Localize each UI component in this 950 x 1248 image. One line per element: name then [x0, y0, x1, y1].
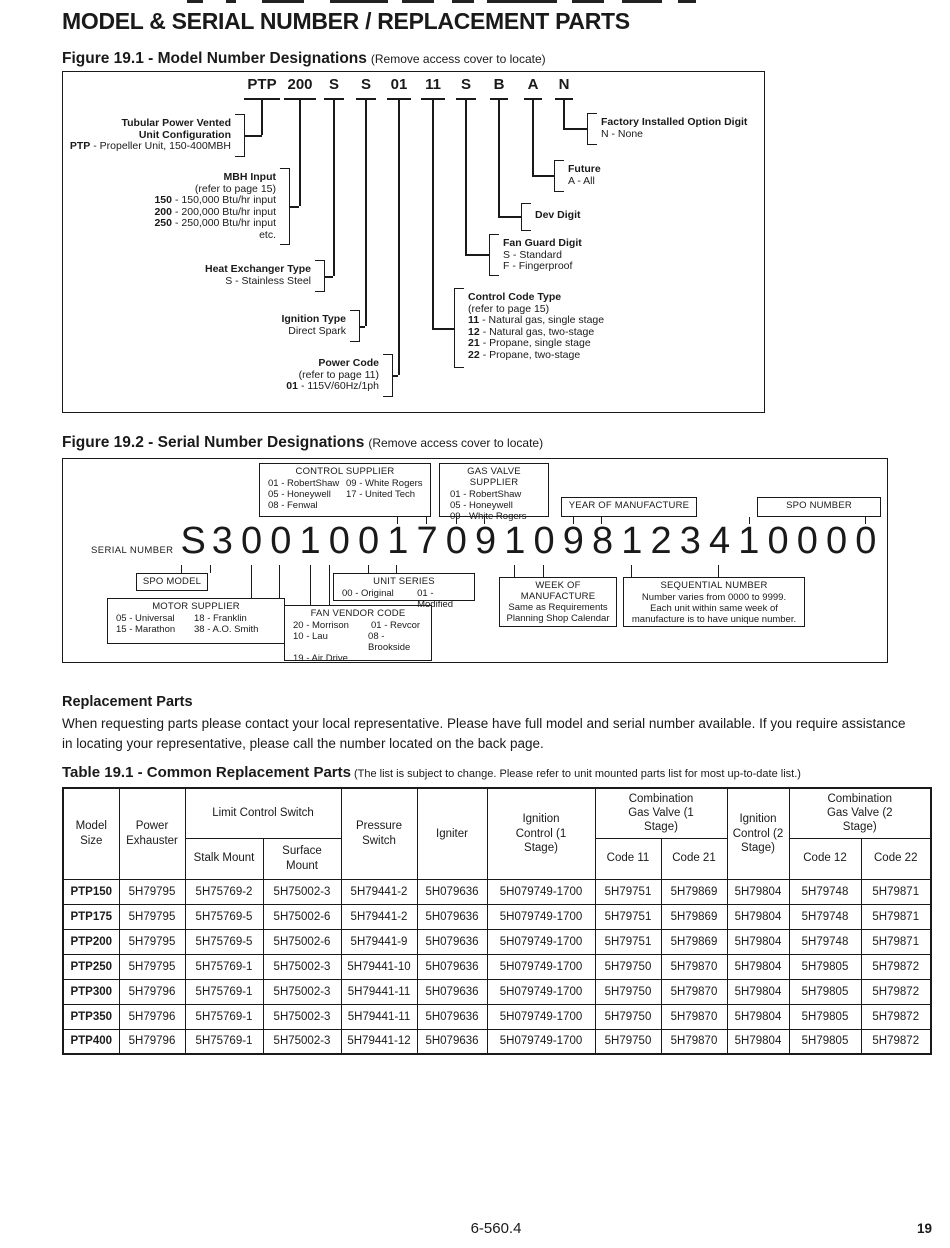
label-ignition-type: Ignition Type Direct Spark	[281, 313, 346, 337]
connector-line	[532, 100, 534, 176]
fig1-heading-text: Figure 19.1 - Model Number Designations	[62, 50, 367, 67]
connector-line	[514, 565, 544, 577]
connector-line	[397, 517, 427, 524]
col-header-code-11: Code 11	[595, 838, 661, 879]
bracket	[235, 114, 245, 157]
col-header-ignition-control-2: Ignition Control (2 Stage)	[727, 788, 789, 879]
table-row: PTP400 5H79796 5H75769-1 5H75002-3 5H79441-12 5H079636 5H079749-1700 5H79750 5H79870 5H79804 5H79805 5H79872	[63, 1029, 931, 1054]
bracket	[489, 234, 499, 276]
scan-artifact	[226, 0, 236, 3]
col-header-ignition-control-1: Ignition Control (1 Stage)	[487, 788, 595, 879]
label-power-code: Power Code (refer to page 11) 01 - 115V/60Hz/1ph	[286, 357, 379, 393]
table-row: PTP250 5H79795 5H75769-1 5H75002-3 5H79441-10 5H079636 5H079749-1700 5H79750 5H79870 5H79804 5H79805 5H79872	[63, 954, 931, 979]
replacement-parts-paragraph: When requesting parts please contact your local representative. Please have full model and serial number available. If you require assistance in locating your representative, please call the number located on the back page.	[62, 716, 906, 752]
connector-line	[290, 206, 299, 208]
footer-document-number: 6-560.4	[470, 1220, 522, 1237]
col-header-surface-mount: Surface Mount	[263, 838, 341, 879]
table-heading	[62, 764, 801, 781]
connector-line	[498, 216, 521, 218]
control-supplier-box: CONTROL SUPPLIER 01 - RobertShaw 09 - White Rogers 05 - Honeywell 17 - United Tech 08 - Fenwal	[259, 463, 431, 517]
bracket	[454, 288, 464, 368]
fig2-heading-text: Figure 19.2 - Serial Number Designations	[62, 434, 365, 451]
label-fan-guard-digit: Fan Guard Digit S - Standard F - Fingerproof	[503, 237, 582, 273]
label-tubular-power-vented: Tubular Power Vented Unit Configuration PTP - Propeller Unit, 150-400MBH	[69, 117, 231, 153]
bracket	[350, 310, 360, 342]
fig1-model-number-diagram	[62, 71, 765, 413]
col-header-combo-gas-valve-1: Combination Gas Valve (1 Stage)	[595, 788, 727, 838]
model-code-segment: 200	[287, 76, 313, 93]
table-row: PTP150 5H79795 5H75769-2 5H75002-3 5H79441-2 5H079636 5H079749-1700 5H79751 5H79869 5H79804 5H79748 5H79871	[63, 879, 931, 904]
connector-line	[532, 175, 554, 177]
connector-line	[456, 517, 485, 524]
bracket	[521, 203, 531, 231]
fig1-subheading: (Remove access cover to locate)	[370, 52, 546, 66]
label-factory-installed-option: Factory Installed Option Digit N - None	[601, 116, 748, 140]
connector-line	[325, 276, 333, 278]
table-heading-text: Table 19.1 - Common Replacement Parts	[62, 764, 351, 781]
connector-line	[365, 100, 367, 326]
col-header-code-22: Code 22	[861, 838, 931, 879]
model-code-segment: S	[328, 76, 340, 93]
col-header-limit-control-switch: Limit Control Switch	[185, 788, 341, 838]
label-heat-exchanger-type: Heat Exchanger Type S - Stainless Steel	[204, 263, 311, 287]
model-code-segment: S	[460, 76, 472, 93]
connector-line	[432, 100, 434, 329]
bracket	[554, 160, 564, 192]
fig2-subheading: (Remove access cover to locate)	[368, 436, 544, 450]
model-code-segment: 11	[425, 76, 441, 93]
col-header-model-size: Model Size	[63, 788, 119, 879]
col-header-combo-gas-valve-2: Combination Gas Valve (2 Stage)	[789, 788, 931, 838]
fig2-serial-number-diagram	[62, 458, 888, 663]
gas-valve-supplier-box: GAS VALVE SUPPLIER 01 - RobertShaw 05 - Honeywell 09 - White Rogers	[439, 463, 549, 517]
connector-line	[631, 565, 719, 577]
col-header-igniter: Igniter	[417, 788, 487, 879]
connector-line	[398, 100, 400, 375]
connector-line	[432, 328, 454, 330]
footer-page-number: 19	[916, 1221, 932, 1236]
table-row: PTP175 5H79795 5H75769-5 5H75002-6 5H79441-2 5H079636 5H079749-1700 5H79751 5H79869 5H79804 5H79748 5H79871	[63, 904, 931, 929]
scan-artifact	[187, 0, 203, 3]
page-title: MODEL & SERIAL NUMBER / REPLACEMENT PARTS	[62, 8, 630, 34]
connector-line	[465, 100, 467, 255]
table-row: PTP300 5H79796 5H75769-1 5H75002-3 5H79441-11 5H079636 5H079749-1700 5H79750 5H79870 5H79804 5H79805 5H79872	[63, 979, 931, 1004]
connector-line	[251, 565, 280, 598]
scan-artifact	[402, 0, 434, 3]
connector-line	[393, 375, 398, 377]
unit-series-box: UNIT SERIES 00 - Original 01 - Modified	[333, 573, 475, 601]
fig2-heading	[62, 434, 543, 452]
scan-artifact	[330, 0, 388, 3]
connector-line	[368, 565, 397, 573]
bracket	[383, 354, 393, 397]
bracket	[587, 113, 597, 145]
col-header-stalk-mount: Stalk Mount	[185, 838, 263, 879]
week-of-manufacture-box: WEEK OF MANUFACTURE Same as Requirements Planning Shop Calendar	[499, 577, 617, 627]
model-code-segment: S	[360, 76, 372, 93]
connector-line	[563, 100, 565, 129]
connector-line	[310, 565, 330, 605]
serial-number-value: S 3 0 0 1 0 0 1 7 0 9 1 0 9 8 1 2 3 4 1 0 0 0 0	[180, 520, 876, 562]
serial-number-label: SERIAL NUMBER	[91, 545, 174, 556]
scan-artifact	[452, 0, 474, 3]
model-code-segment: 01	[390, 76, 408, 93]
spo-number-box: SPO NUMBER	[757, 497, 881, 517]
connector-line	[563, 128, 587, 130]
connector-line	[261, 100, 263, 135]
col-header-power-exhauster: Power Exhauster	[119, 788, 185, 879]
model-code-segment: N	[558, 76, 570, 93]
fan-vendor-code-box: FAN VENDOR CODE 20 - Morrison 01 - Revcor 10 - Lau 08 - Brookside 19 - Air Drive	[284, 605, 432, 661]
motor-supplier-box: MOTOR SUPPLIER 05 - Universal 18 - Franklin 15 - Marathon 38 - A.O. Smith	[107, 598, 285, 644]
spo-model-box: SPO MODEL	[136, 573, 208, 591]
connector-line	[465, 254, 489, 256]
model-code-segment: A	[527, 76, 539, 93]
table-subheading: (The list is subject to change. Please refer to unit mounted parts list for most up-to-date list.)	[353, 768, 801, 780]
connector-line	[573, 517, 602, 524]
table-row: PTP350 5H79796 5H75769-1 5H75002-3 5H79441-11 5H079636 5H079749-1700 5H79750 5H79870 5H79804 5H79805 5H79872	[63, 1004, 931, 1029]
label-mbh-input: MBH Input (refer to page 15) 150 - 150,000 Btu/hr input 200 - 200,000 Btu/hr input 250 - 250,000 Btu/hr input etc.	[154, 171, 276, 241]
replacement-parts-heading: Replacement Parts	[62, 694, 193, 710]
scan-artifact	[572, 0, 604, 3]
connector-line	[181, 565, 211, 573]
connector-line	[333, 100, 335, 276]
col-header-code-12: Code 12	[789, 838, 861, 879]
scan-artifact	[262, 0, 304, 3]
sequential-number-box: SEQUENTIAL NUMBER Number varies from 0000 to 9999. Each unit within same week of manufacture is to have unique number.	[623, 577, 805, 627]
connector-line	[299, 100, 301, 206]
connector-line	[498, 100, 500, 217]
connector-line	[749, 517, 866, 524]
label-future: Future A - All	[568, 163, 601, 187]
model-code-segment: PTP	[247, 76, 277, 93]
label-dev-digit: Dev Digit	[535, 209, 581, 221]
scan-artifact	[622, 0, 662, 3]
replacement-parts-table	[62, 787, 932, 1055]
connector-line	[360, 326, 365, 328]
col-header-code-21: Code 21	[661, 838, 727, 879]
scan-artifact	[678, 0, 696, 3]
year-of-manufacture-box: YEAR OF MANUFACTURE	[561, 497, 697, 517]
scan-artifact	[487, 0, 557, 3]
connector-line	[245, 135, 262, 137]
bracket	[280, 168, 290, 245]
bracket	[315, 260, 325, 292]
model-code-segment: B	[493, 76, 505, 93]
table-row: PTP200 5H79795 5H75769-5 5H75002-6 5H79441-9 5H079636 5H079749-1700 5H79751 5H79869 5H79804 5H79748 5H79871	[63, 929, 931, 954]
fig1-heading	[62, 50, 546, 68]
label-control-code-type: Control Code Type (refer to page 15) 11 - Natural gas, single stage 12 - Natural gas, two-stage 21 - Propane, single stage 22 - Propane, two-stage	[468, 291, 605, 361]
col-header-pressure-switch: Pressure Switch	[341, 788, 417, 879]
